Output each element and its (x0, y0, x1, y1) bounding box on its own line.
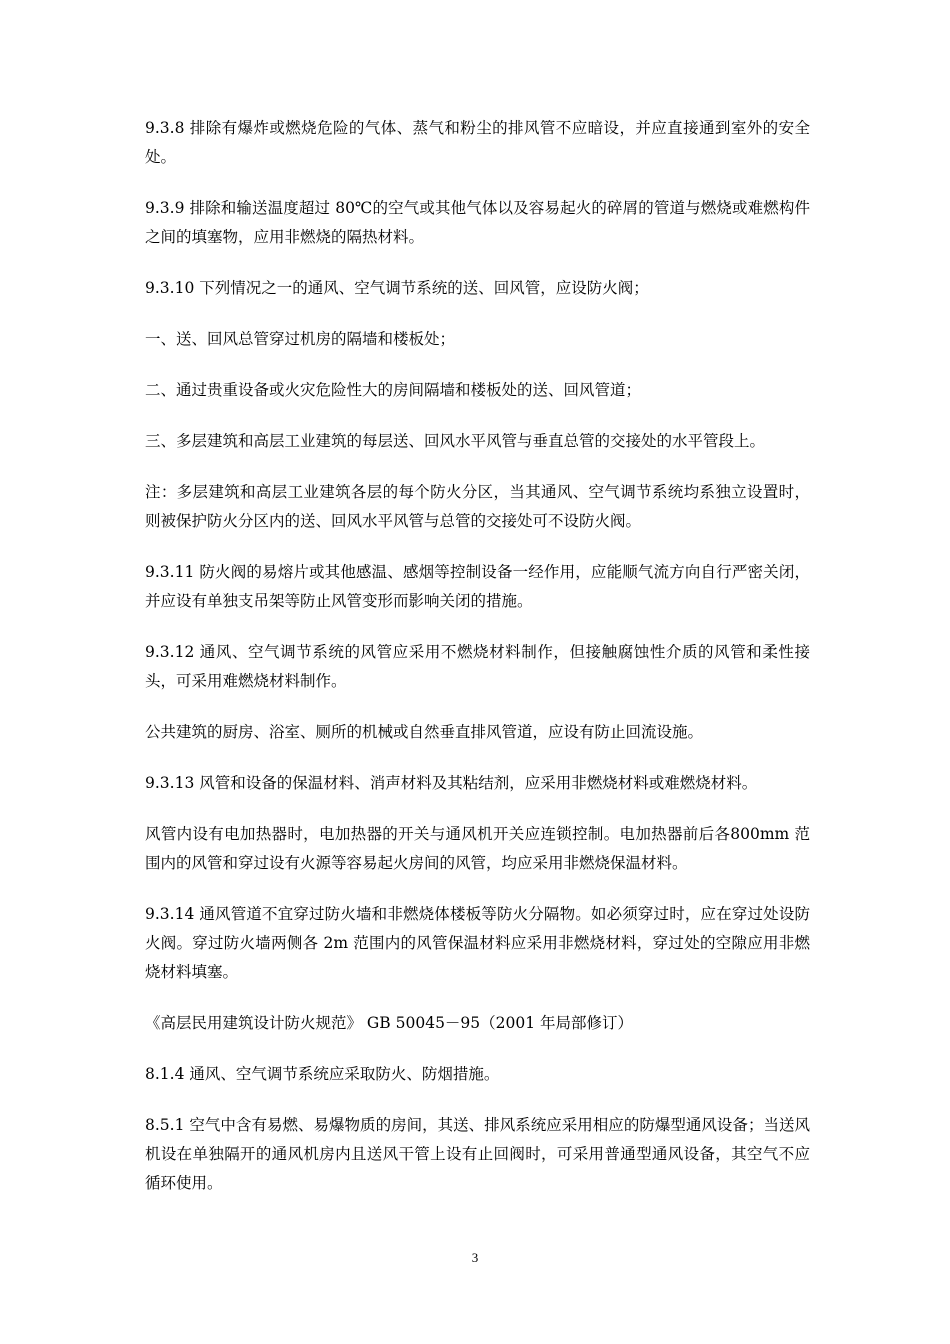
clause-9-3-12: 9.3.12 通风、空气调节系统的风管应采用不燃烧材料制作，但接触腐蚀性介质的风管和柔性接头，可采用难燃烧材料制作。 (145, 643, 810, 690)
clause-8-5-1: 8.5.1 空气中含有易燃、易爆物质的房间，其送、排风系统应采用相应的防爆型通风设备；当送风机设在单独隔开的通风机房内且送风干管上设有止回阀时，可采用普通型通风设备，其空气不应循环使用。 (145, 1116, 810, 1192)
clause-9-3-13: 9.3.13 风管和设备的保温材料、消声材料及其粘结剂，应采用非燃烧材料或难燃烧材料。 (145, 774, 758, 792)
clause-9-3-11: 9.3.11 防火阀的易熔片或其他感温、感烟等控制设备一经作用，应能顺气流方向自行严密关闭，并应设有单独支吊架等防止风管变形而影响关闭的措施。 (145, 563, 810, 610)
clause-9-3-10-item-2: 二、通过贵重设备或火灾危险性大的房间隔墙和楼板处的送、回风管道； (145, 381, 642, 399)
clause-8-1-4: 8.1.4 通风、空气调节系统应采取防火、防烟措施。 (145, 1065, 500, 1083)
clause-9-3-10-item-1: 一、送、回风总管穿过机房的隔墙和楼板处； (145, 330, 456, 348)
clause-9-3-8: 9.3.8 排除有爆炸或燃烧危险的气体、蒸气和粉尘的排风管不应暗设，并应直接通到室外的安全处。 (145, 119, 810, 166)
clause-9-3-13-extra: 风管内设有电加热器时，电加热器的开关与通风机开关应连锁控制。电加热器前后各800mm 范围内的风管和穿过设有火源等容易起火房间的风管，均应采用非燃烧保温材料。 (145, 825, 810, 872)
page-number: 3 (471, 1250, 479, 1265)
clause-9-3-10: 9.3.10 下列情况之一的通风、空气调节系统的送、回风管，应设防火阀； (145, 279, 649, 297)
clause-9-3-14: 9.3.14 通风管道不宜穿过防火墙和非燃烧体楼板等防火分隔物。如必须穿过时，应在穿过处设防火阀。穿过防火墙两侧各 2m 范围内的风管保温材料应采用非燃烧材料，穿过处的空隙应用非燃烧材料填塞。 (145, 905, 810, 981)
clause-9-3-10-note: 注：多层建筑和高层工业建筑各层的每个防火分区，当其通风、空气调节系统均系独立设置时，则被保护防火分区内的送、回风水平风管与总管的交接处可不设防火阀。 (145, 483, 810, 530)
clause-9-3-12-extra: 公共建筑的厨房、浴室、厕所的机械或自然垂直排风管道，应设有防止回流设施。 (145, 723, 704, 741)
clause-9-3-9: 9.3.9 排除和输送温度超过 80℃的空气或其他气体以及容易起火的碎屑的管道与燃烧或难燃构件之间的填塞物，应用非燃烧的隔热材料。 (145, 199, 810, 246)
document-body (145, 114, 810, 1220)
standard-title: 《高层民用建筑设计防火规范》 GB 50045－95（2001 年局部修订） (145, 1014, 634, 1032)
clause-9-3-10-item-3: 三、多层建筑和高层工业建筑的每层送、回风水平风管与垂直总管的交接处的水平管段上。 (145, 432, 766, 450)
